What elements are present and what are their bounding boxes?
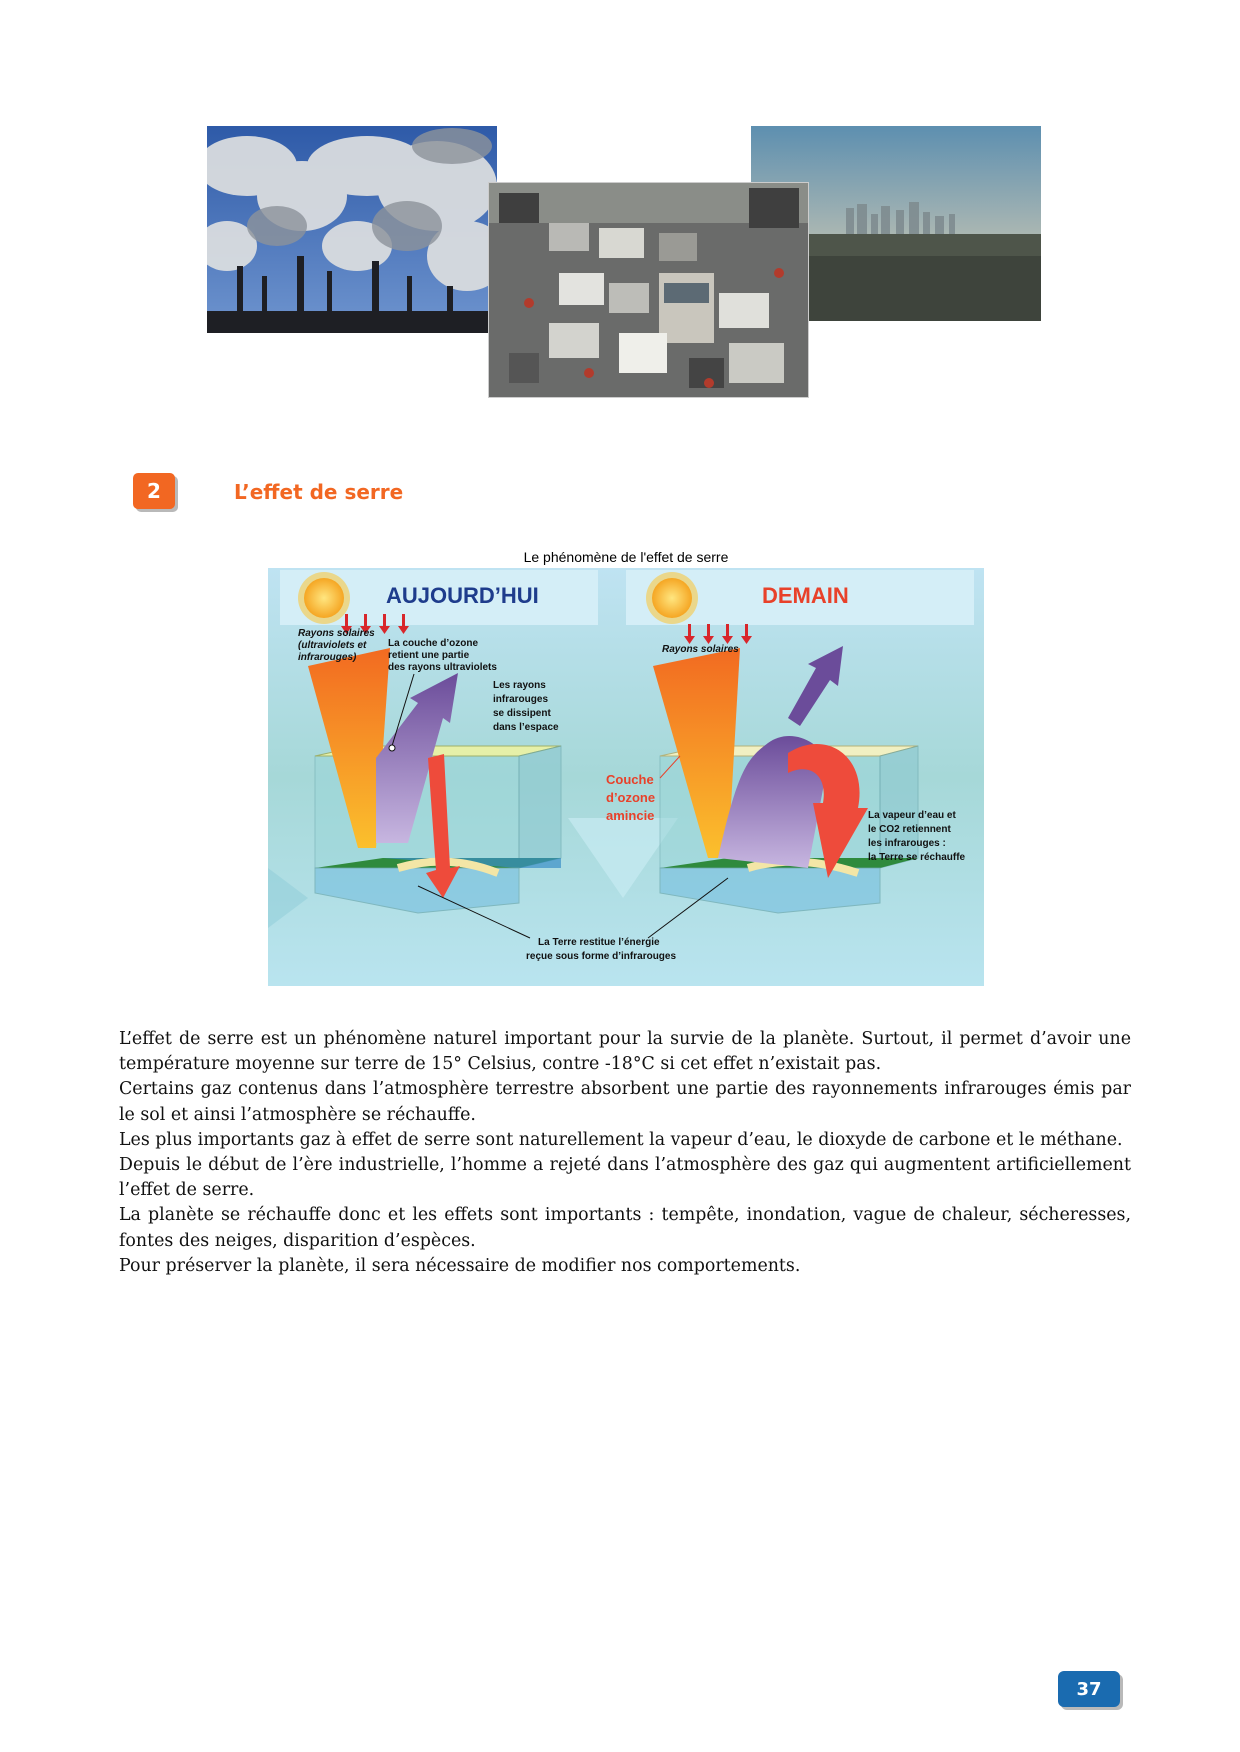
body-text [119,1027,1131,1279]
greenhouse-effect-diagram [268,568,984,986]
page-number: 37 [1076,1678,1102,1700]
svg-text:la Terre se réchauffe: la Terre se réchauffe [868,852,966,863]
svg-text:dans l’espace: dans l’espace [493,722,559,733]
svg-text:La vapeur d’eau et: La vapeur d’eau et [868,810,956,821]
svg-text:d’ozone: d’ozone [606,790,656,805]
svg-text:retient une partie: retient une partie [388,650,470,661]
svg-text:(ultraviolets et: (ultraviolets et [298,640,367,651]
section-number: 2 [147,479,161,503]
svg-text:les infrarouges :: les infrarouges : [868,838,946,849]
factory-smoke-photo [207,126,497,333]
svg-text:amincie: amincie [606,808,655,823]
sun-icon [298,572,350,624]
svg-text:se dissipent: se dissipent [493,708,551,719]
svg-text:La Terre restitue l’énergie: La Terre restitue l’énergie [538,937,660,948]
left-panel-title: AUJOURD’HUI [386,583,539,608]
svg-text:des rayons ultraviolets: des rayons ultraviolets [388,662,497,673]
traffic-jam-photo [489,183,808,397]
paragraph: Certains gaz contenus dans l’atmosphère terrestre absorbent une partie des rayonnements infrarouges émis par le sol et ainsi l’atmosphère se réchauffe. [119,1079,1131,1125]
section-title: L’effet de serre [234,480,404,504]
label-sun-right: Rayons solaires [662,644,739,655]
section-number-badge [133,473,175,509]
label-ozone-right [606,772,655,823]
paragraph: La planète se réchauffe donc et les effets sont importants : tempête, inondation, vague de chaleur, sécheresses, fontes des neiges, disparition d’espèces. [119,1205,1131,1251]
svg-text:infrarouges): infrarouges) [298,652,357,663]
svg-text:infrarouges: infrarouges [493,694,549,705]
svg-text:La couche d’ozone: La couche d’ozone [388,638,479,649]
paragraph: L’effet de serre est un phénomène naturel important pour la survie de la planète. Surtout, il permet d’avoir une température moyenne sur terre de 15° Celsius, contre -18°C si cet effet n’existait pas. [119,1029,1131,1075]
svg-text:Couche: Couche [606,772,654,787]
right-panel-title: DEMAIN [762,583,849,608]
paragraph: Les plus importants gaz à effet de serre sont naturellement la vapeur d’eau, le dioxyde de carbone et le méthane. [119,1129,1123,1150]
sun-icon-right [646,572,698,624]
svg-text:le CO2 retiennent: le CO2 retiennent [868,824,951,835]
svg-text:reçue sous forme d’infrarouges: reçue sous forme d’infrarouges [526,951,677,962]
svg-text:Les rayons: Les rayons [493,680,546,691]
page-number-badge [1058,1671,1120,1707]
paragraph: Depuis le début de l’ère industrielle, l’homme a rejeté dans l’atmosphère des gaz qui augmentent artificiellement l’effet de serre. [119,1155,1131,1201]
svg-text:Rayons solaires: Rayons solaires [298,628,375,639]
figure-caption: Le phénomène de l'effet de serre [523,549,729,565]
paragraph: Pour préserver la planète, il sera nécessaire de modifier nos comportements. [119,1255,801,1276]
